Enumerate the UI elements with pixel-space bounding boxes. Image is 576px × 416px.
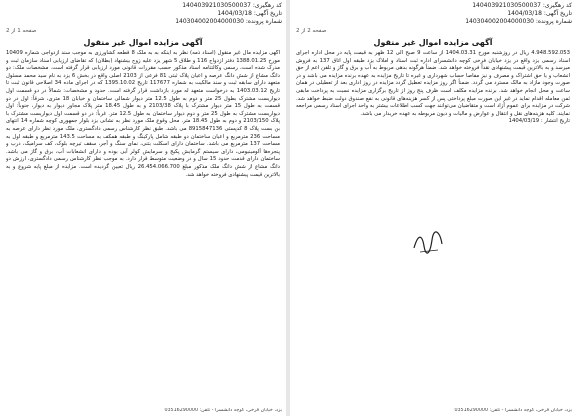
signature-icon [410,228,446,258]
notice-body [6,50,280,398]
header-info [462,2,572,26]
page-title: آگهی مزایده اموال غیر منقول [83,38,203,47]
tracking-code: کد رهگیری: 140403921030500037 [472,2,572,9]
page-title: آگهی مزایده اموال غیر منقول [373,38,493,47]
page-number: صفحه 1 از 2 [6,28,37,34]
document-page-2 [290,0,576,416]
page-footer: یزد، خیابان فرخی، کوچه دانشسرا - تلفن: 03516290000 [164,408,282,413]
notice-date: تاریخ آگهی: 1404/03/18 [507,10,572,17]
notice-date: تاریخ آگهی: 1404/03/18 [217,10,282,17]
page-number: صفحه 2 از 2 [296,28,327,34]
notice-paragraph: آگهی مزایده مال غیر منقول (اسناد ذمه) نظر به اینکه به به ملک 8 قطعه کشاورزی به موجب سند ازدواجی شماره 10409 مورخ 1388.01.25 دفتر ازدواج 116 و طلاق 5 شهر یزد علیه زوج بیشنهاد (بطلان) که تقاضای ارزیابی اسناد سازمان ثبت و مدرک شده است، رسمی وکالتنامه اسناد مذکور حسب مقررات قانونی مورد ارزیابی قرار گرفته است. مشخصات ملک: دو دانگ مشاع از شش دانگ عرصه و اعیان پلاک ثبتی 81 فرعی از 2103 اصلی واقع در بخش 6 یزد به نام سید محمد مسئول متعهد دارای سابقه ثبت و سند مالکیت به شماره 117677 تاریخ 1395.10.02 که در اجرای ماده 34 اصلاحی قانون ثبت تا تاریخ 1403.03.12 به درخواست متعهد له مورد بازداشت قرار گرفته است. حدود و مشخصات: شمالاً در دو قسمت اول دیواریست مشترک بطول 25 متر و دوم به طول 12.5 متر دیوار شمالی ساختمان و خیابان 18 متری، شرقاً: اول در دو قسمت به طول 15 متر دیوار مشترک با پلاک 2103/38 و به طول 18.45 متر پلاک مجاور دیوار به دیوار، جنوباً: اول دیواریست مشترک به طول 25 متر و دوم دیوار ساختمان به طول 12.5 متر. غرباً: در دو قسمت اول دیواریست مشترک با پلاک 2103/150 و دوم به طول 18.45 متر. محل وقوع ملک مورد نظر به نشانی یزد بلوار جمهوری کوچه شماره 14 انتهای بن بست پلاک 8 کدپستی 8915847136 می باشد. طبق نظر کارشناس رسمی دادگستری، ملک مورد نظر دارای عرصه به مساحت 236 مترمربع و اعیان ساختمان دو طبقه شامل پارکینگ و طبقه همکف به مساحت 143.5 مترمربع و طبقه اول به مساحت 137 مترمربع می باشد. ساختمان دارای اسکلت بتنی، نمای سنگ و آجر، سقف تیرچه بلوک، کف سرامیک، درب و پنجره‌ها آلومینیومی، دارای سیستم گرمایش پکیج و سرمایش کولر آبی بوده و دارای انشعابات آب، برق و گاز می باشد. ساختمان دارای قدمت حدود 15 سال و در وضعیت متوسط قرار دارد. به موجب نظر کارشناس رسمی دادگستری، ارزش دو دانگ مشاع از شش دانگ ملک مذکور مبلغ 26.454.066.700 ریال تعیین گردیده است. مزایده از مبلغ پایه شروع و به بالاترین قیمت پیشنهادی فروخته خواهد شد. [6,50,280,178]
notice-paragraph: 4.948.592.053 ریال در روزشنبه مورخ 1404.03.31 از ساعت 9 صبح الی 12 ظهر به قیمت پایه در محل اداره اجرای اسناد رسمی یزد واقع در یزد خیابان فرخی کوچه دانشسرای اداره ثبت اسناد و املاک یزد طبقه اول اتاق 137 به فروش میرسد و به بالاترین قیمت پیشنهادی نقداً فروخته خواهد شد. ضمناً هرگونه بدهی مربوط به آب و برق و گاز و تلفن اعم از حق انشعاب و یا حق اشتراک و مصرف و نیز مفاصا حساب شهرداری و غیره تا تاریخ مزایده به عهده برنده مزایده می باشد و در صورت وجود مازاد به مالک مسترد می گردد. ضمناً اگر روز مزایده تعطیل گردد مزایده در روز اداری بعد از تعطیلی در همان ساعت و محل انجام خواهد شد. برنده مزایده مکلف است ظرف پنج روز از تاریخ برگزاری مزایده نسبت به پرداخت مابقی ثمن معامله اقدام نماید در غیر این صورت مبلغ پرداختی پس از کسر هزینه‌های قانونی به نفع صندوق دولت ضبط خواهد شد. شرکت در مزایده برای عموم آزاد است و متقاضیان می‌توانند جهت کسب اطلاعات بیشتر به واحد اجرای اسناد رسمی مراجعه نمایند. کلیه هزینه‌های نقل و انتقال و عوارض و مالیات و دیون مربوطه به عهده خریدار می باشد. [296,50,570,117]
notice-body [296,50,570,220]
file-number: شماره پرونده: 140304002004000030 [465,18,572,25]
header-info [172,2,282,26]
document-page-1 [0,0,286,416]
publication-date: تاریخ انتشار : 1404/03/19 [508,118,570,125]
page-footer: یزد، خیابان فرخی، کوچه دانشسرا - تلفن: 03516290000 [454,408,572,413]
file-number: شماره پرونده: 140304002004000030 [175,18,282,25]
tracking-code: کد رهگیری: 140403921030500037 [182,2,282,9]
